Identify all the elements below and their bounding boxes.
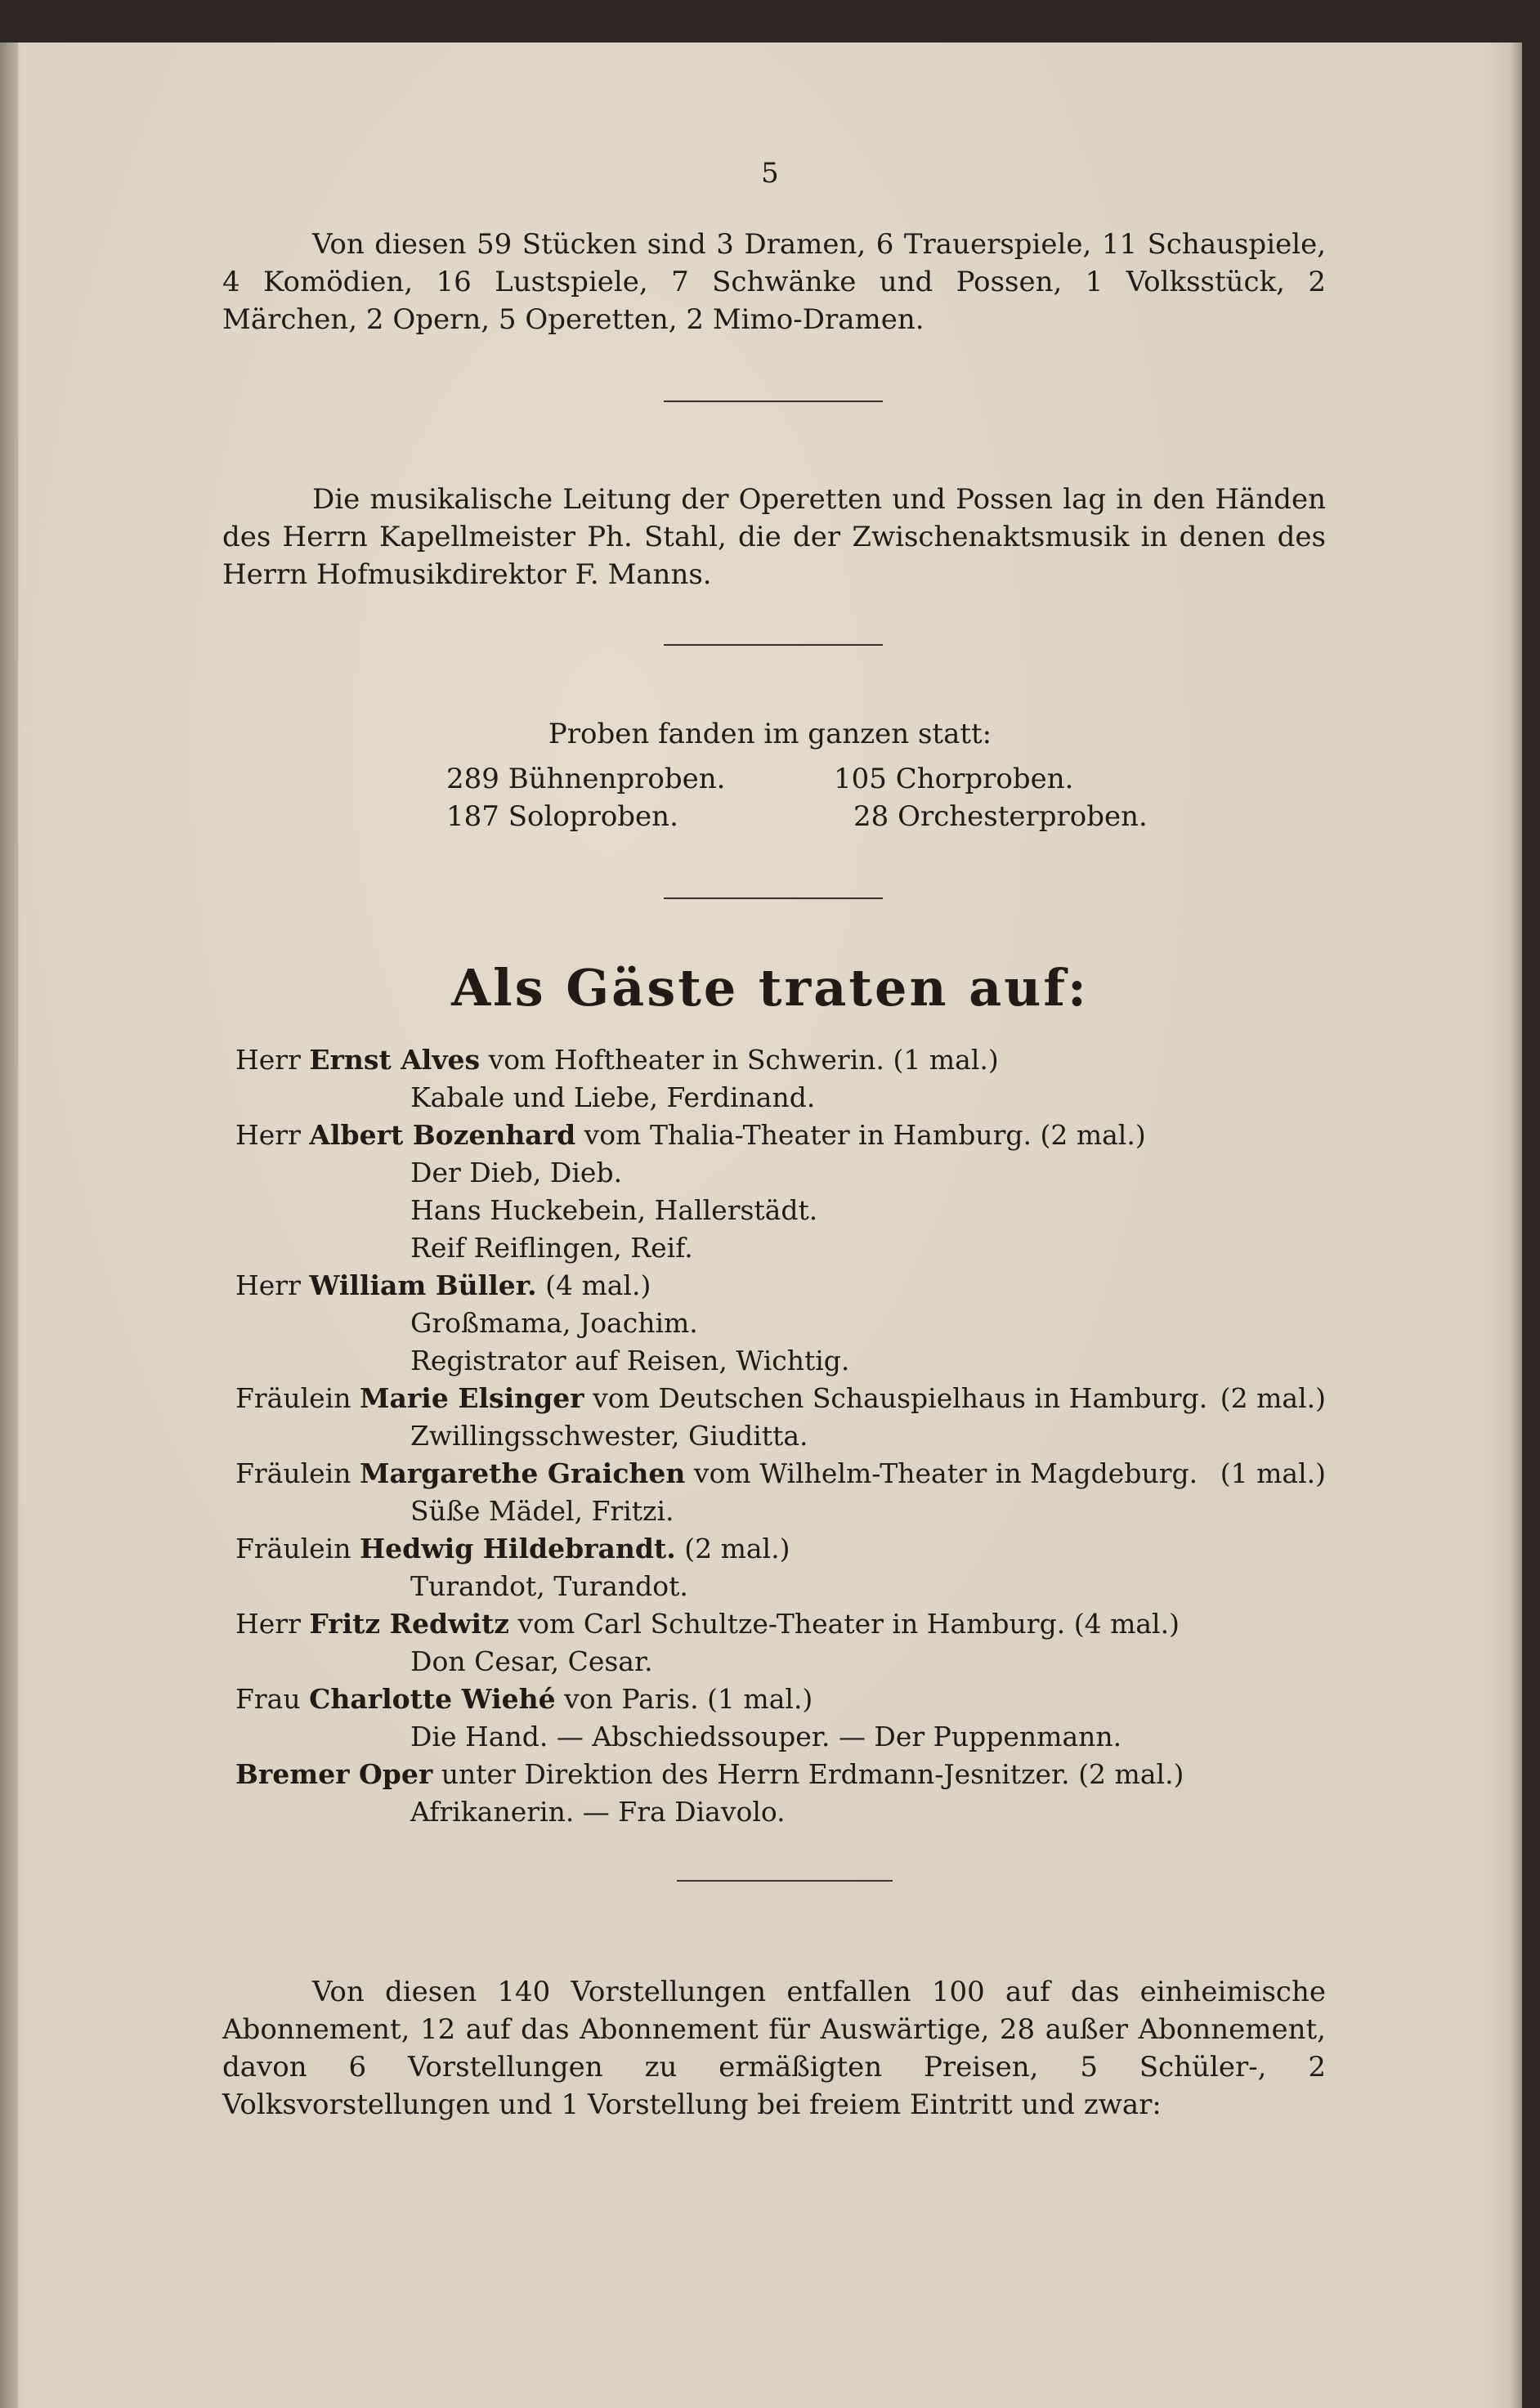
guest-name: Marie Elsinger — [360, 1382, 584, 1414]
guest-origin: vom Carl Schultze-Theater in Hamburg. — [517, 1608, 1066, 1640]
guest-title: Frau — [235, 1683, 301, 1715]
guest-count: (2 mal.) — [1220, 1382, 1326, 1414]
guest-count: (1 mal.) — [707, 1683, 813, 1715]
guest-title: Herr — [235, 1119, 301, 1151]
guest-origin: von Paris. — [564, 1683, 699, 1715]
guest-role: Großmama, Joachim. — [410, 1307, 698, 1339]
divider — [664, 897, 883, 899]
guest-role: Reif Reiflingen, Reif. — [410, 1232, 693, 1264]
book-spine-shadow — [0, 43, 18, 2408]
guest-entry — [235, 1117, 1326, 1154]
divider — [664, 644, 883, 646]
guest-role: Zwillingsschwester, Giuditta. — [410, 1420, 808, 1452]
guest-name: Ernst Alves — [309, 1044, 481, 1076]
guest-name: Charlotte Wiehé — [309, 1683, 556, 1715]
divider — [664, 401, 883, 402]
guests-heading: Als Gäste traten auf: — [451, 958, 1089, 1018]
guest-origin: vom Thalia-Theater in Hamburg. — [584, 1119, 1032, 1151]
guest-title: Fräulein — [235, 1457, 351, 1489]
guest-role: Der Dieb, Dieb. — [410, 1157, 623, 1188]
rehearsals-heading: Proben fanden im ganzen statt: — [548, 718, 992, 750]
guest-title: Herr — [235, 1044, 301, 1076]
guest-count: (4 mal.) — [545, 1269, 651, 1301]
guest-entry — [235, 1756, 1326, 1793]
guest-origin: vom Wilhelm-Theater in Magdeburg. — [693, 1457, 1198, 1489]
guest-name: Fritz Redwitz — [309, 1608, 510, 1640]
guest-role: Afrikanerin. — Fra Diavolo. — [410, 1796, 786, 1828]
page-edge-shadow — [1511, 43, 1522, 2408]
paragraph-play-counts: Von diesen 59 Stücken sind 3 Dramen, 6 Trauerspiele, 11 Schauspiele, 4 Komödien, 16 Lustspiele, 7 Schwänke und Possen, 1 Volksstück, 2 Märchen, 2 Opern, 5 Operetten, 2 Mimo-Dramen. — [222, 228, 1326, 336]
guest-title: Fräulein — [235, 1382, 351, 1414]
guest-entry — [235, 1530, 1326, 1568]
guest-name: Hedwig Hildebrandt. — [360, 1533, 676, 1564]
divider — [677, 1880, 893, 1882]
guest-entry — [235, 1681, 1326, 1718]
guest-role: Turandot, Turandot. — [410, 1570, 688, 1602]
guest-origin: vom Hoftheater in Schwerin. — [488, 1044, 885, 1076]
rehearsal-count: 289 Bühnenproben. — [446, 763, 726, 795]
guest-entry — [235, 1605, 1326, 1643]
guest-origin: unter Direktion des Herrn Erdmann-Jesnitzer. — [441, 1758, 1070, 1790]
guest-count: (1 mal.) — [893, 1044, 999, 1076]
guest-count: (2 mal.) — [1040, 1119, 1146, 1151]
rehearsal-count: 187 Soloproben. — [446, 800, 678, 833]
guest-entry — [235, 1380, 1326, 1417]
guest-count: (4 mal.) — [1073, 1608, 1180, 1640]
guest-role: Don Cesar, Cesar. — [410, 1645, 653, 1677]
document-page — [0, 43, 1522, 2408]
guest-name: William Büller. — [309, 1269, 537, 1301]
guest-role: Registrator auf Reisen, Wichtig. — [410, 1345, 850, 1376]
page-number: 5 — [761, 157, 779, 190]
guest-title: Fräulein — [235, 1533, 351, 1564]
guest-title: Herr — [235, 1608, 301, 1640]
guest-count: (2 mal.) — [684, 1533, 790, 1564]
guest-entry — [235, 1267, 1326, 1305]
guest-entry — [235, 1041, 1326, 1079]
guest-role: Hans Huckebein, Hallerstädt. — [410, 1194, 818, 1226]
guest-name: Margarethe Graichen — [360, 1457, 686, 1489]
guest-count: (1 mal.) — [1220, 1457, 1326, 1489]
guest-entry — [235, 1455, 1326, 1493]
guest-role: Die Hand. — Abschiedssouper. — Der Puppenmann. — [410, 1721, 1122, 1752]
paragraph-musical-direction: Die musikalische Leitung der Operetten und Possen lag in den Händen des Herrn Kapellmeister Ph. Stahl, die der Zwischenaktsmusik in denen des Herrn Hofmusikdirektor F. Manns. — [222, 483, 1326, 591]
paragraph-performance-breakdown: Von diesen 140 Vorstellungen entfallen 100 auf das einheimische Abonnement, 12 auf das Abonnement für Auswärtige, 28 außer Abonnement, davon 6 Vorstellungen zu ermäßigten Preisen, 5 Schüler-, 2 Volksvorstellungen und 1 Vorstellung bei freiem Eintritt und zwar: — [222, 1976, 1326, 2121]
guest-origin: vom Deutschen Schauspielhaus in Hamburg. — [593, 1382, 1208, 1414]
guest-count: (2 mal.) — [1078, 1758, 1184, 1790]
guest-role: Kabale und Liebe, Ferdinand. — [410, 1081, 816, 1113]
guest-role: Süße Mädel, Fritzi. — [410, 1495, 674, 1527]
rehearsal-count: 28 Orchesterproben. — [853, 800, 1148, 833]
guest-title: Herr — [235, 1269, 301, 1301]
guest-name: Albert Bozenhard — [309, 1119, 576, 1151]
guest-name: Bremer Oper — [235, 1758, 433, 1790]
rehearsal-count: 105 Chorproben. — [834, 763, 1074, 795]
